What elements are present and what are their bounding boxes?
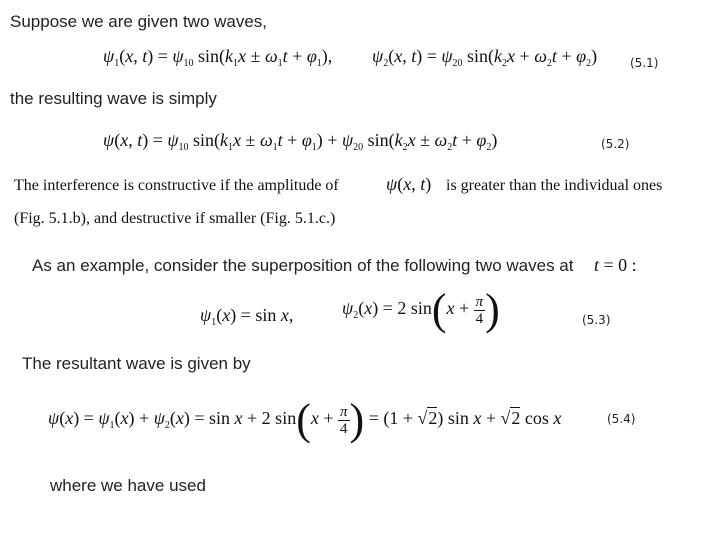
example-text: As an example, consider the superposition of the following two waves at xyxy=(32,256,574,275)
equation-5-2: ψ(x, $t) = \psi_{10}$ $\sin(k_1x \pm \omega_1t + \varphi_1) + \psi_{20}$ $\sin(k_2x \pm \omega_2t + \varphi_2)$ xyxy=(103,130,498,153)
equation-5-1-psi2: $\psi_2(x$, $t) = \psi_{20}$ $\sin(k_2x + \omega_2t + \varphi_2)$ xyxy=(372,46,598,69)
resulting-text: the resulting wave is simply xyxy=(10,89,217,108)
equation-5-4: $\psi(x) = \psi_1(x) + \psi_2(x) = \sin x + 2$ sin(x + $\frac{\pi}{4}$ ) = (1 + √2) sin x + √2 cos x xyxy=(48,395,562,444)
equation-5-3-psi1: $\psi_1(x) = \sin x$, xyxy=(200,305,294,328)
equation-5-1-psi1: $\psi_1(x$, $t) = \psi_{10}$ $\sin(k_1x \pm \omega_1t + \varphi_1)$, xyxy=(103,46,333,69)
equation-number: (5.2) xyxy=(601,137,630,151)
time-zero: t = 0 : xyxy=(594,255,637,275)
equation-number: (5.4) xyxy=(607,412,636,426)
interference-text-c: (Fig. 5.1.b), and destructive if smaller (Fig. 5.1.c.) xyxy=(14,210,336,227)
equation-5-3-psi2: $\psi_2(x) = 2$ sin(x + $\frac{\pi}{4}$ ) xyxy=(342,285,500,334)
interference-text-a: The interference is constructive if the amplitude of xyxy=(14,177,339,194)
equation-number: (5.3) xyxy=(582,313,611,327)
interference-text-b: is greater than the individual ones xyxy=(446,177,663,194)
psi-inline: ψ(x, t) xyxy=(386,174,432,194)
where-text: where we have used xyxy=(50,476,206,495)
equation-number: (5.1) xyxy=(630,56,659,70)
resultant-text: The resultant wave is given by xyxy=(22,354,251,373)
intro-text: Suppose we are given two waves, xyxy=(10,12,268,31)
